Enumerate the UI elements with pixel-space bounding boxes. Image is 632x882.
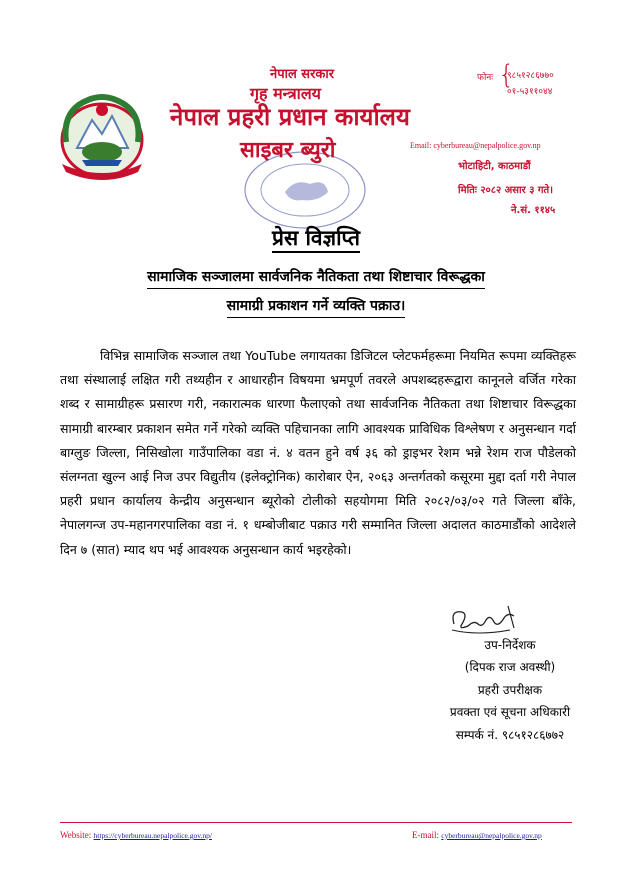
signatory-role: प्रवक्ता एवं सूचना अधिकारी: [449, 705, 571, 720]
phone-number-1: ९८५१२८६७७०: [507, 71, 554, 81]
phone-number-2: ०१-५३११०४४: [507, 87, 553, 97]
subject-heading: [60, 264, 572, 322]
signatory-designation: उप-निर्देशक: [484, 638, 536, 652]
header-email-address: cyberbureau@nepalpolice.gov.np: [433, 141, 541, 150]
ministry-name: गृह मन्त्रालय: [250, 84, 321, 103]
press-release-title: प्रेस विज्ञप्ति: [272, 226, 360, 253]
footer-email: [412, 830, 542, 840]
footer-email-label: E-mail:: [412, 830, 439, 840]
government-name: नेपाल सरकार: [270, 67, 335, 82]
signatory-contact: सम्पर्क नं. ९८५१२८६७७२: [455, 727, 565, 742]
phone-label: फोनः: [477, 73, 494, 83]
reference-number: ने.सं. ११४५: [511, 205, 556, 216]
footer-website-link[interactable]: https://cyberbureau.nepalpolice.gov.np/: [93, 831, 212, 840]
header-email: [410, 141, 541, 150]
office-location: भोटाहिटी, काठमाडौं: [458, 161, 531, 172]
nepal-emblem-icon: [52, 90, 152, 186]
footer-website: [60, 830, 212, 840]
subject-line-2: सामाग्री प्रकाशन गर्ने व्यक्ति पक्राउ।: [227, 295, 406, 318]
footer-website-label: Website:: [60, 830, 92, 840]
footer-divider: [60, 822, 572, 823]
brace-icon: {: [498, 60, 515, 90]
header-email-label: Email:: [410, 141, 432, 150]
signatory-name: (दिपक राज अवस्थी): [464, 660, 556, 675]
bureau-name: साइबर ब्युरो: [240, 138, 336, 163]
footer-email-link[interactable]: cyberbureau@nepalpolice.gov.np: [441, 831, 542, 840]
signatory-rank: प्रहरी उपरीक्षक: [477, 682, 543, 697]
signatory-block: [420, 634, 600, 746]
office-name: नेपाल प्रहरी प्रधान कार्यालय: [170, 103, 410, 131]
subject-line-1: सामाजिक सञ्जालमा सार्वजनिक नैतिकता तथा शिष्टाचार विरूद्धका: [147, 266, 485, 289]
issue-date: मितिः २०८२ असार ३ गते।: [458, 185, 554, 196]
page-title: [0, 224, 632, 252]
press-release-body: विभिन्न सामाजिक सञ्जाल तथा YouTube लगायतका डिजिटल प्लेटफर्महरूमा नियमित रूपमा व्यक्तिहरू तथा संस्थालाई लक्षित गरी तथ्यहीन र आधारहीन विषयमा भ्रमपूर्ण तवरले अपशब्दहरूद्वारा कानूनले वर्जित गरेका शब्द र सामाग्रीहरू प्रसारण गरी, नकारात्मक धारणा फैलाएको तथा सार्वजनिक नैतिकता तथा शिष्टाचार विरूद्धका सामाग्री बारम्बार प्रकाशन समेत गर्ने गरेको व्यक्ति पहिचानका लागि आवश्यक प्राविधिक विश्लेषण र अनुसन्धान गर्दा बाग्लुङ जिल्ला, निसिखोला गाउँपालिका वडा नं. ४ वतन हुने वर्ष ३६ को ड्राइभर रेशम भन्ने रेशम राज पौडेलको संलग्नता खुल्न आई निज उपर विद्युतीय (इलेक्ट्रोनिक) कारोबार ऐन, २०६३ अन्तर्गतको कसूरमा मुद्दा दर्ता गरी नेपाल प्रहरी प्रधान कार्यालय केन्द्रीय अनुसन्धान ब्यूरोको टोलीको सहयोगमा मिति २०८२/०३/०२ गते जिल्ला बाँके, नेपालगन्ज उप-महानगरपालिका वडा नं. १ धम्बोजीबाट पक्राउ गरी सम्मानित जिल्ला अदालत काठमाडौंको आदेशले दिन ७ (सात) म्याद थप भई आवश्यक अनुसन्धान कार्य भइरहेको।: [60, 348, 576, 557]
